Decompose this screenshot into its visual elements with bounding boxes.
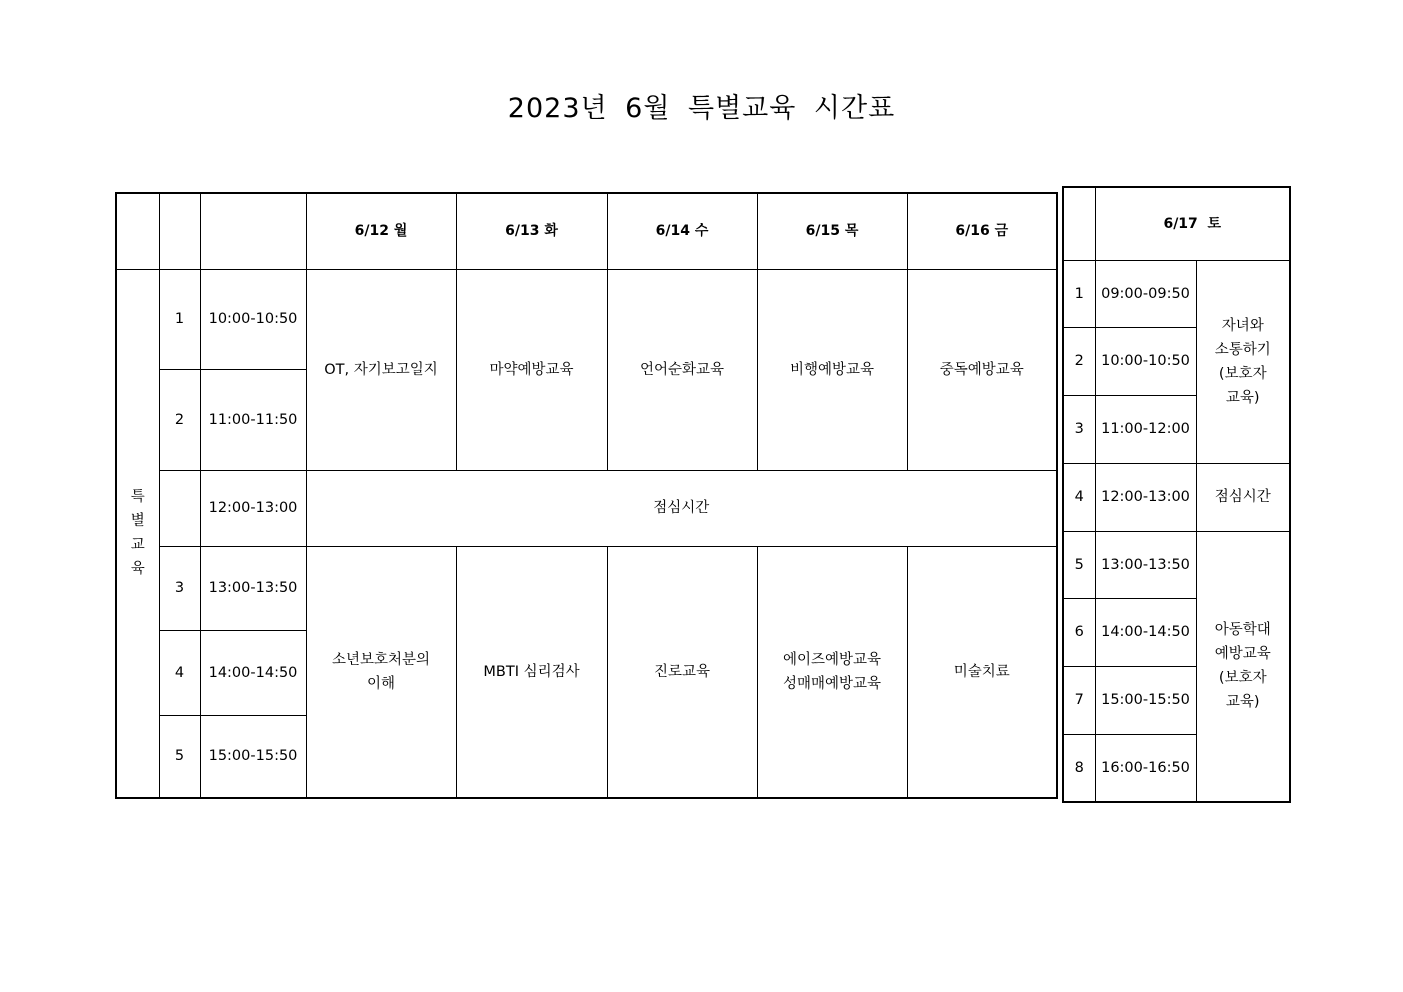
weekday-schedule-table: [115, 192, 1058, 799]
time-slot: 15:00-15:50: [200, 715, 306, 798]
time-slot: 13:00-13:50: [200, 546, 306, 630]
page-title: 2023년 6월 특별교육 시간표: [507, 93, 896, 124]
table-row: [116, 269, 1057, 369]
class-cell: 언어순화교육: [607, 269, 757, 470]
class-cell: 진로교육: [607, 546, 757, 798]
time-slot: 16:00-16:50: [1095, 734, 1196, 802]
time-slot: 09:00-09:50: [1095, 260, 1196, 327]
lunch-cell: 점심시간: [306, 470, 1057, 546]
saturday-schedule-table: [1062, 186, 1291, 803]
lunch-cell: 점심시간: [1196, 463, 1290, 531]
table-row: [1063, 260, 1290, 327]
period-number: 6: [1063, 598, 1095, 666]
period-number: 3: [159, 546, 200, 630]
time-slot: 12:00-13:00: [1095, 463, 1196, 531]
day-header: 6/15 목: [757, 193, 907, 269]
class-cell: 미술치료: [907, 546, 1057, 798]
header-row: [116, 193, 1057, 269]
day-header: 6/13 화: [456, 193, 607, 269]
day-header: 6/16 금: [907, 193, 1057, 269]
class-cell: 소년보호처분의 이해: [306, 546, 456, 798]
time-slot: 13:00-13:50: [1095, 531, 1196, 598]
header-empty-cell: [1063, 187, 1095, 260]
header-empty-cell: [200, 193, 306, 269]
day-header: 6/17 토: [1095, 187, 1290, 260]
table-row: [1063, 531, 1290, 598]
period-number: 8: [1063, 734, 1095, 802]
time-slot: 14:00-14:50: [1095, 598, 1196, 666]
class-cell: 자녀와 소통하기 (보호자 교육): [1196, 260, 1290, 463]
day-header: 6/14 수: [607, 193, 757, 269]
time-slot: 12:00-13:00: [200, 470, 306, 546]
class-cell: 중독예방교육: [907, 269, 1057, 470]
class-cell: OT, 자기보고일지: [306, 269, 456, 470]
header-empty-cell: [116, 193, 159, 269]
time-slot: 10:00-10:50: [1095, 327, 1196, 395]
period-number: 1: [159, 269, 200, 369]
day-header: 6/12 월: [306, 193, 456, 269]
period-number: 7: [1063, 666, 1095, 734]
period-number: 2: [159, 369, 200, 470]
period-number: 3: [1063, 395, 1095, 463]
class-cell: 마약예방교육: [456, 269, 607, 470]
table-row: [116, 546, 1057, 630]
period-number: 1: [1063, 260, 1095, 327]
time-slot: 14:00-14:50: [200, 630, 306, 715]
time-slot: 15:00-15:50: [1095, 666, 1196, 734]
table-row: [1063, 463, 1290, 531]
header-row: [1063, 187, 1290, 260]
period-number: 5: [1063, 531, 1095, 598]
section-label: 특 별 교 육: [116, 269, 159, 798]
class-cell: 에이즈예방교육 성매매예방교육: [757, 546, 907, 798]
table-row: [116, 470, 1057, 546]
class-cell: 비행예방교육: [757, 269, 907, 470]
time-slot: 10:00-10:50: [200, 269, 306, 369]
period-number: [159, 470, 200, 546]
period-number: 4: [1063, 463, 1095, 531]
period-number: 2: [1063, 327, 1095, 395]
time-slot: 11:00-11:50: [200, 369, 306, 470]
period-number: 4: [159, 630, 200, 715]
time-slot: 11:00-12:00: [1095, 395, 1196, 463]
header-empty-cell: [159, 193, 200, 269]
class-cell: 아동학대 예방교육 (보호자 교육): [1196, 531, 1290, 802]
period-number: 5: [159, 715, 200, 798]
class-cell: MBTI 심리검사: [456, 546, 607, 798]
